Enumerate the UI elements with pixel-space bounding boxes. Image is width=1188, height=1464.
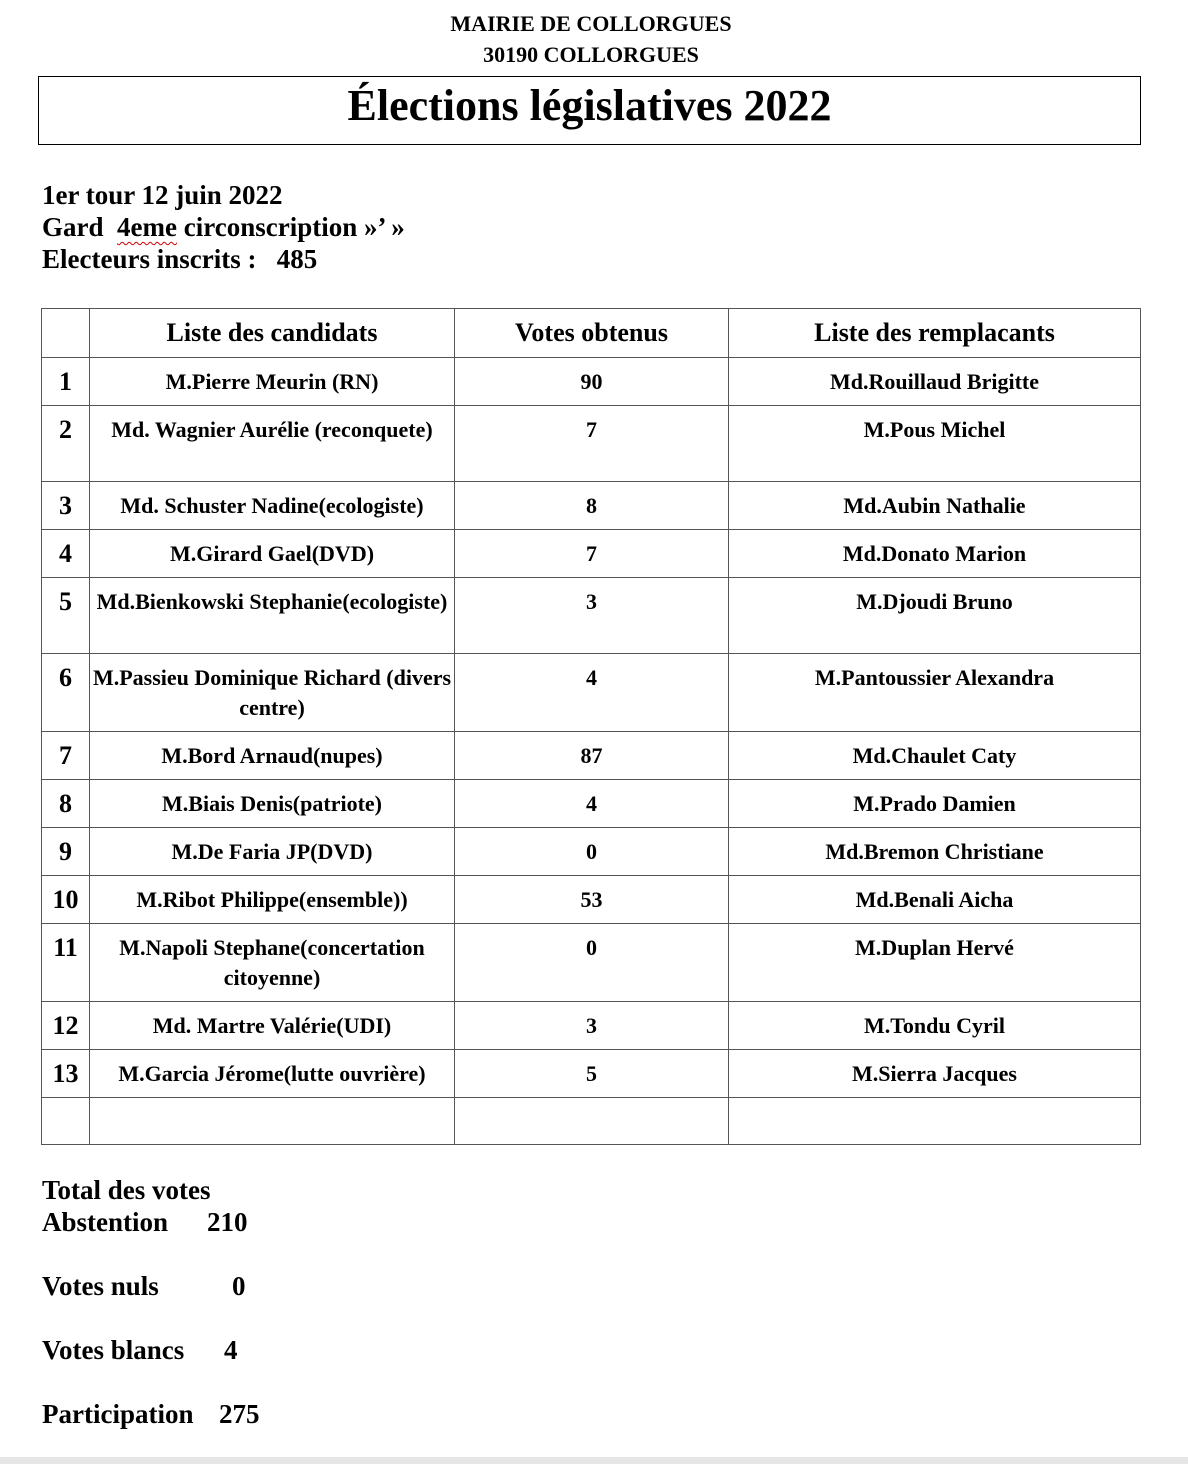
table-row	[42, 358, 1141, 406]
candidate-name: M.De Faria JP(DVD)	[90, 828, 455, 876]
substitute-name: Md.Bremon Christiane	[729, 828, 1141, 876]
tour-date: 1er tour 12 juin 2022	[42, 180, 283, 210]
candidate-name: M.Biais Denis(patriote)	[90, 780, 455, 828]
candidate-votes: 5	[455, 1050, 729, 1098]
candidate-votes: 3	[455, 578, 729, 654]
candidate-name: M.Ribot Philippe(ensemble))	[90, 876, 455, 924]
table-row-empty	[42, 1098, 1141, 1145]
candidate-name: M.Passieu Dominique Richard (divers centre)	[90, 654, 455, 732]
candidate-name: Md. Wagnier Aurélie (reconquete)	[90, 406, 455, 482]
row-number: 8	[42, 780, 90, 828]
row-number: 4	[42, 530, 90, 578]
total-votes-label: Total des votes	[42, 1175, 211, 1205]
header-number	[42, 309, 90, 358]
row-number: 1	[42, 358, 90, 406]
candidate-name: M.Bord Arnaud(nupes)	[90, 732, 455, 780]
empty-cell	[455, 1098, 729, 1145]
substitute-name: Md.Benali Aicha	[729, 876, 1141, 924]
row-number: 11	[42, 924, 90, 1002]
candidate-name: M.Girard Gael(DVD)	[90, 530, 455, 578]
candidate-votes: 53	[455, 876, 729, 924]
candidate-votes: 3	[455, 1002, 729, 1050]
gard-prefix: Gard	[42, 212, 118, 242]
substitute-name: Md.Chaulet Caty	[729, 732, 1141, 780]
votes-nuls-line	[42, 1270, 342, 1302]
substitute-name: Md.Rouillaud Brigitte	[729, 358, 1141, 406]
table-row	[42, 924, 1141, 1002]
row-number: 13	[42, 1050, 90, 1098]
electeurs-inscrits: Electeurs inscrits : 485	[42, 244, 318, 274]
candidate-name: Md.Bienkowski Stephanie(ecologiste)	[90, 578, 455, 654]
table-row	[42, 876, 1141, 924]
header-candidats: Liste des candidats	[90, 309, 455, 358]
table-row	[42, 482, 1141, 530]
candidate-votes: 87	[455, 732, 729, 780]
abstention-value: 210	[207, 1207, 248, 1237]
gard-suffix: circonscription »’ »	[176, 212, 405, 242]
substitute-name: Md.Donato Marion	[729, 530, 1141, 578]
votes-blancs-label: Votes blancs	[42, 1335, 185, 1365]
page-bottom-edge	[0, 1457, 1188, 1464]
row-number: 9	[42, 828, 90, 876]
row-number: 12	[42, 1002, 90, 1050]
votes-blancs-line	[42, 1334, 342, 1366]
votes-nuls-value: 0	[232, 1271, 246, 1301]
votes-blancs-value: 4	[224, 1335, 238, 1365]
substitute-name: M.Tondu Cyril	[729, 1002, 1141, 1050]
circonscription	[42, 211, 405, 243]
row-number: 7	[42, 732, 90, 780]
candidate-votes: 4	[455, 654, 729, 732]
candidate-votes: 4	[455, 780, 729, 828]
participation-line	[42, 1398, 342, 1430]
abstention-label: Abstention	[42, 1207, 169, 1237]
mairie-name: MAIRIE DE COLLORGUES	[450, 11, 732, 36]
row-number: 10	[42, 876, 90, 924]
candidate-votes: 7	[455, 406, 729, 482]
table-header-row	[42, 309, 1141, 358]
abstention-line	[42, 1206, 342, 1238]
candidate-votes: 8	[455, 482, 729, 530]
candidate-name: M.Pierre Meurin (RN)	[90, 358, 455, 406]
table-row	[42, 732, 1141, 780]
table-row	[42, 1050, 1141, 1098]
empty-cell	[42, 1098, 90, 1145]
participation-value: 275	[219, 1399, 260, 1429]
table-row	[42, 1002, 1141, 1050]
votes-nuls-label: Votes nuls	[42, 1271, 159, 1301]
row-number: 5	[42, 578, 90, 654]
empty-cell	[729, 1098, 1141, 1145]
row-number: 6	[42, 654, 90, 732]
table-row	[42, 828, 1141, 876]
substitute-name: Md.Aubin Nathalie	[729, 482, 1141, 530]
table-row	[42, 654, 1141, 732]
row-number: 3	[42, 482, 90, 530]
candidate-votes: 90	[455, 358, 729, 406]
table-row	[42, 780, 1141, 828]
gard-ordinal: 4eme	[117, 212, 177, 242]
mairie-address: 30190 COLLORGUES	[483, 42, 699, 67]
table-row	[42, 530, 1141, 578]
table-row	[42, 578, 1141, 654]
results-table	[41, 308, 1141, 1145]
header	[0, 8, 1182, 70]
candidate-name: Md. Martre Valérie(UDI)	[90, 1002, 455, 1050]
row-number: 2	[42, 406, 90, 482]
table-row	[42, 406, 1141, 482]
candidate-name: Md. Schuster Nadine(ecologiste)	[90, 482, 455, 530]
substitute-name: M.Pous Michel	[729, 406, 1141, 482]
participation-label: Participation	[42, 1399, 194, 1429]
substitute-name: M.Pantoussier Alexandra	[729, 654, 1141, 732]
candidate-votes: 0	[455, 828, 729, 876]
header-remplacants: Liste des remplacants	[729, 309, 1141, 358]
election-info	[42, 179, 405, 275]
substitute-name: M.Sierra Jacques	[729, 1050, 1141, 1098]
page-title-box	[38, 76, 1141, 145]
substitute-name: M.Djoudi Bruno	[729, 578, 1141, 654]
candidate-name: M.Garcia Jérome(lutte ouvrière)	[90, 1050, 455, 1098]
empty-cell	[90, 1098, 455, 1145]
page-title: Élections législatives 2022	[347, 81, 832, 130]
header-votes: Votes obtenus	[455, 309, 729, 358]
substitute-name: M.Prado Damien	[729, 780, 1141, 828]
candidate-votes: 0	[455, 924, 729, 1002]
candidate-name: M.Napoli Stephane(concertation citoyenne)	[90, 924, 455, 1002]
substitute-name: M.Duplan Hervé	[729, 924, 1141, 1002]
candidate-votes: 7	[455, 530, 729, 578]
